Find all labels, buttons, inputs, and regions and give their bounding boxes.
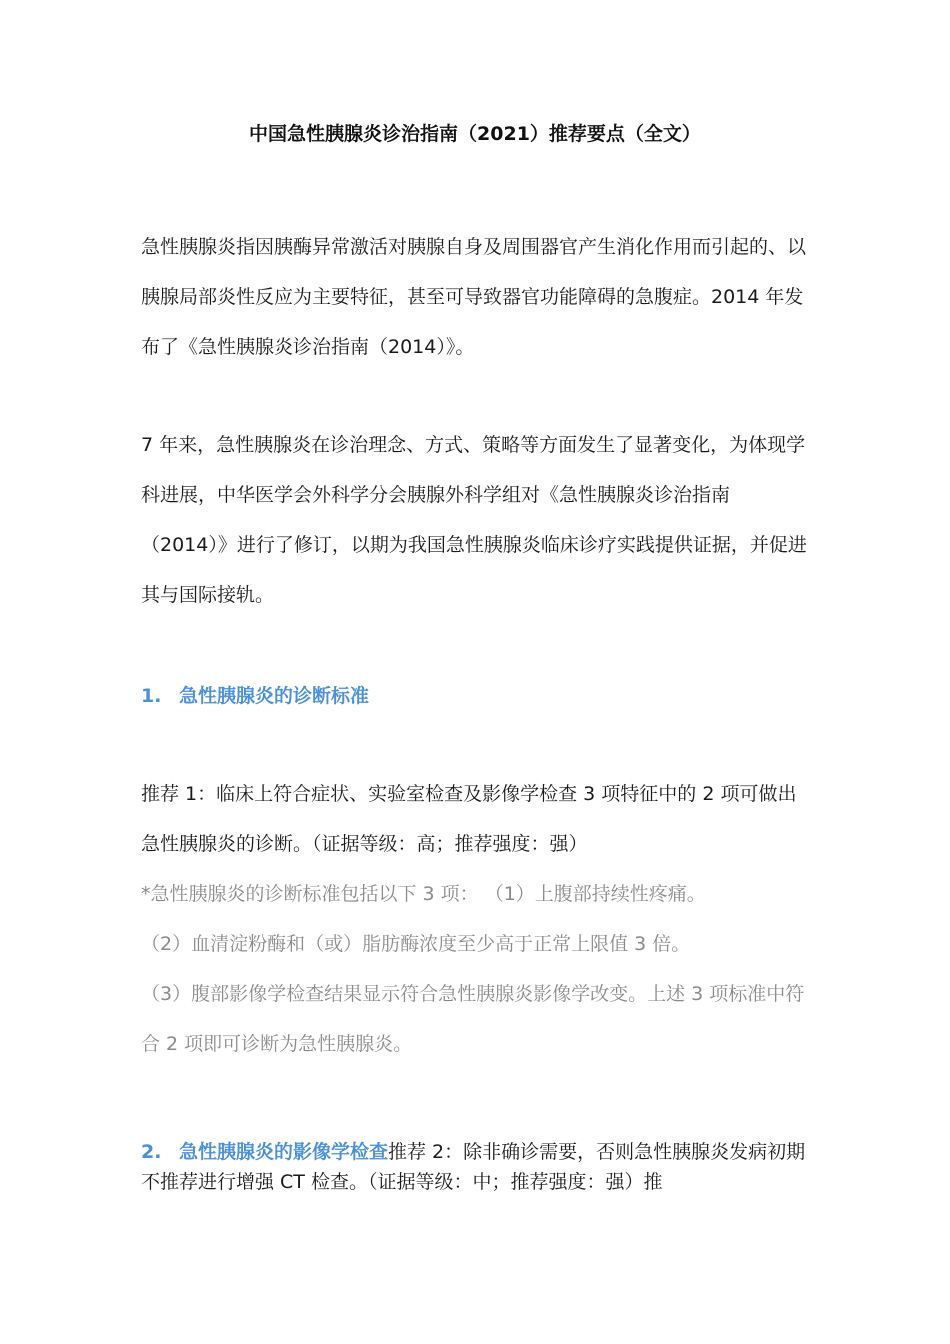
diagnosis-note-line-3: （3）腹部影像学检查结果显示符合急性胰腺炎影像学改变。上述 3 项标准中符合 2 项即可诊断为急性胰腺炎。	[141, 983, 805, 1055]
diagnosis-note-line-2: （2）血清淀粉酶和（或）脂肪酶浓度至少高于正常上限值 3 倍。	[141, 933, 691, 955]
recommendation-1: 推荐 1：临床上符合症状、实验室检查及影像学检查 3 项特征中的 2 项可做出急性胰腺炎的诊断。（证据等级：高；推荐强度：强）	[141, 783, 797, 855]
diagnosis-note-line-1: *急性胰腺炎的诊断标准包括以下 3 项： （1）上腹部持续性疼痛。	[141, 883, 706, 905]
recommendation-2: 推荐 2：除非确诊需要，否则急性胰腺炎发病初期不推荐进行增强 CT 检查。（证据等级：中；推荐强度：强）推	[141, 1141, 806, 1193]
section-1-number: 1.	[141, 685, 162, 707]
intro-paragraph-1: 急性胰腺炎指因胰酶异常激活对胰腺自身及周围器官产生消化作用而引起的、以胰腺局部炎性反应为主要特征，甚至可导致器官功能障碍的急腹症。2014 年发布了《急性胰腺炎诊治指南（2014）》。	[141, 236, 807, 358]
section-2-number: 2.	[141, 1141, 162, 1163]
section-1-title: 急性胰腺炎的诊断标准	[179, 685, 370, 707]
document-title: 中国急性胰腺炎诊治指南（2021）推荐要点（全文）	[249, 123, 701, 145]
section-2-paragraph	[141, 1137, 811, 1197]
intro-paragraph-2: 7 年来，急性胰腺炎在诊治理念、方式、策略等方面发生了显著变化，为体现学科进展，中华医学会外科学分会胰腺外科学组对《急性胰腺炎诊治指南（2014）》进行了修订，以期为我国急性胰腺炎临床诊疗实践提供证据，并促进其与国际接轨。	[141, 434, 807, 606]
section-1-heading	[141, 682, 811, 710]
section-2-title: 急性胰腺炎的影像学检查	[179, 1141, 389, 1163]
